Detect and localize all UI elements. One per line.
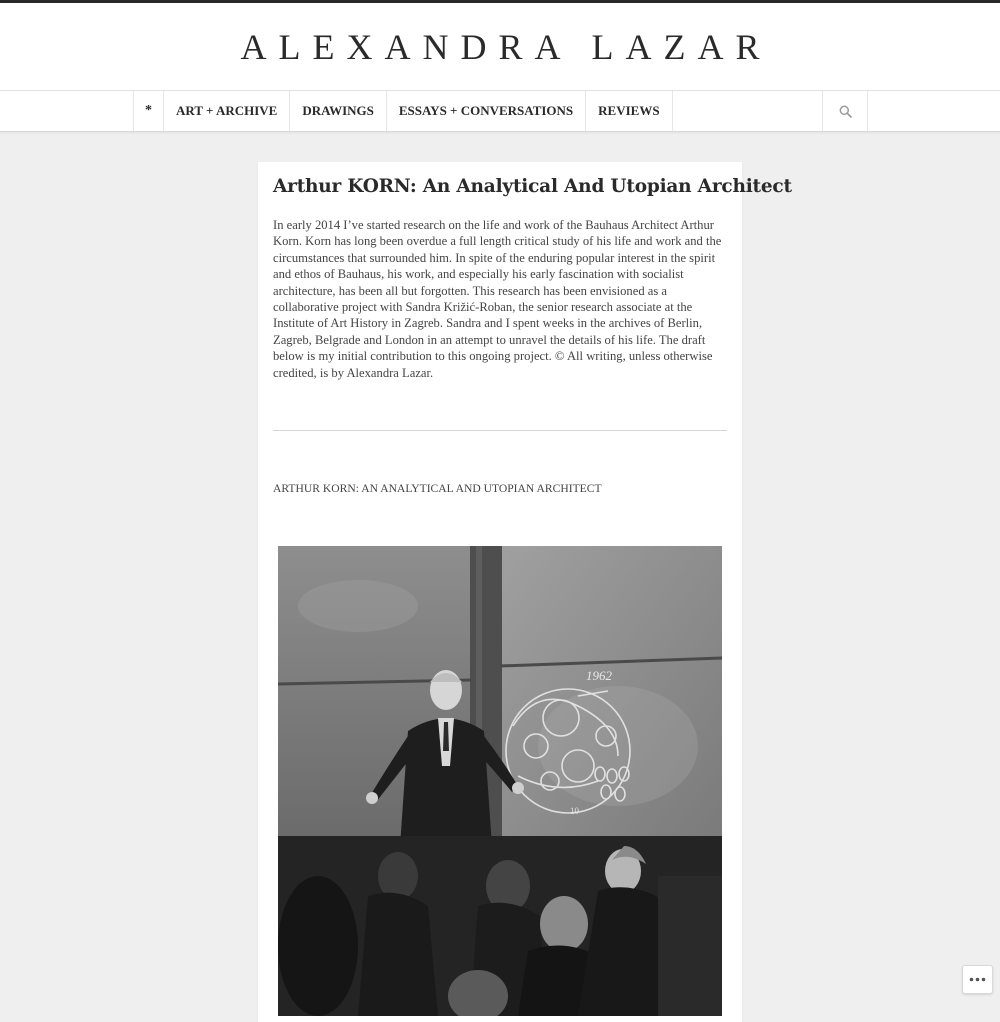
nav-item-reviews[interactable]: REVIEWS [586,91,672,131]
search-button[interactable] [822,91,868,131]
post-photo[interactable] [278,546,722,1016]
chalk-number-text: 10 [570,806,579,816]
lecture-photo-illustration [278,546,722,1016]
search-icon [839,105,852,118]
main-navigation [0,90,1000,132]
nav-item-essays-conversations[interactable]: ESSAYS + CONVERSATIONS [387,91,586,131]
post-subheading: ARTHUR KORN: AN ANALYTICAL AND UTOPIAN ARCHITECT [273,482,602,495]
nav-item-art-archive[interactable]: ART + ARCHIVE [164,91,290,131]
site-header [0,3,1000,90]
post-card [258,162,792,1022]
post-title[interactable]: Arthur KORN: An Analytical And Utopian Architect [273,176,792,197]
content-divider [273,430,727,431]
post-intro: In early 2014 I’ve started research on the life and work of the Bauhaus Architect Arthur Korn. Korn has long been overdue a full length critical study of his life and work and the circumstances that surrounded him. In spite of the enduring popular interest in the spirit and ethos of Bauhaus, his work, and especially his early fascination with socialist architecture, has been all but forgotten. This research has been envisioned as a collaborative project with Sandra Križić-Roban, the senior research associate at the Institute of Art History in Zagreb. Sandra and I spent weeks in the archives of Berlin, Zagreb, Belgrade and London in an attempt to unravel the details of his life. The draft below is my initial contribution to this ongoing project. © All writing, unless otherwise credited, is by Alexandra Lazar. [273,218,722,380]
nav-item-home[interactable]: * [134,91,164,131]
nav-item-drawings[interactable]: DRAWINGS [290,91,387,131]
chalk-year-text: 1962 [586,668,612,683]
nav-menu [133,91,673,131]
site-title[interactable]: ALEXANDRA LAZAR [240,26,772,67]
ellipsis-icon [969,977,986,982]
more-actions-button[interactable] [962,965,993,994]
